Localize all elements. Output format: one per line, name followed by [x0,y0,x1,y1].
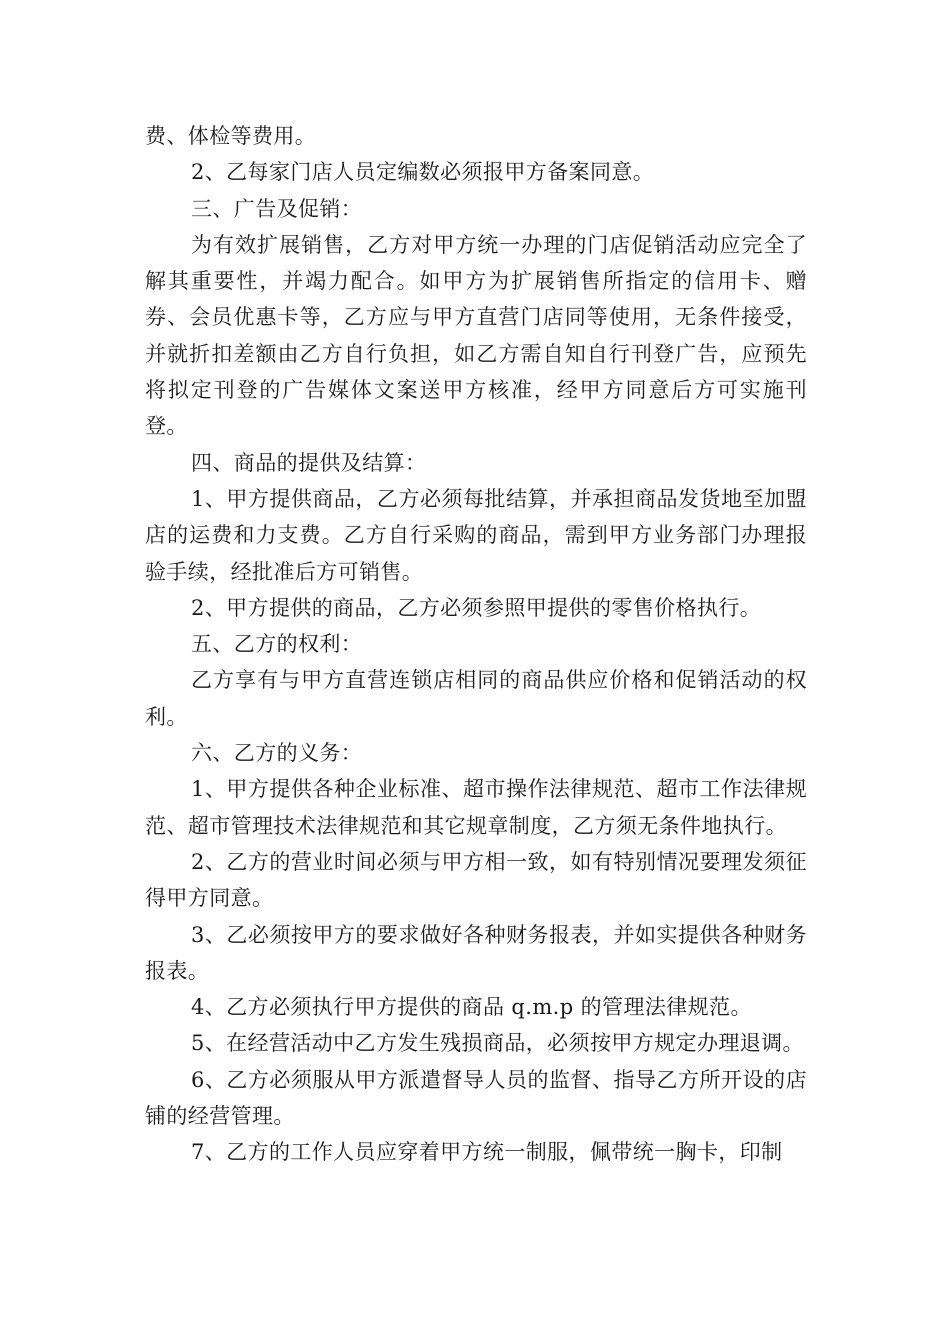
paragraph-rights-clause: 乙方享有与甲方直营连锁店相同的商品供应价格和促销活动的权利。 [145,668,807,729]
section-heading-advertising: 三、广告及促销： [191,196,363,221]
section-heading-goods-settlement: 四、商品的提供及结算： [191,450,427,475]
paragraph-obligation-6: 6、乙方必须服从甲方派遣督导人员的监督、指导乙方所开设的店铺的经营管理。 [145,1067,807,1129]
paragraph-staffing-clause: 2、乙每家门店人员定编数必须报甲方备案同意。 [191,160,655,185]
paragraph-obligation-7: 7、乙方的工作人员应穿着甲方统一制服，佩带统一胸卡，印制 [191,1140,783,1165]
section-heading-obligations: 六、乙方的义务： [191,741,363,766]
paragraph-advertising-clause: 为有效扩展销售，乙方对甲方统一办理的门店促销活动应完全了解其重要性，并竭力配合。如甲方为扩展销售所指定的信用卡、赠券、会员优惠卡等，乙方应与甲方直营门店同等使用，无条件接受，并就折扣差额由乙方自行负担，如乙方需自知自行刊登广告，应预先将拟定刊登的广告媒体文案送甲方核准，经甲方同意后方可实施刊登。 [145,232,807,439]
paragraph-obligation-4: 4、乙方必须执行甲方提供的商品 q.m.p 的管理法律规范。 [191,995,752,1020]
paragraph-obligation-2: 2、乙方的营业时间必须与甲方相一致，如有特别情况要理发须征得甲方同意。 [145,849,807,911]
paragraph-goods-clause-1: 1、甲方提供商品，乙方必须每批结算，并承担商品发货地至加盟店的运费和力支费。乙方自行采购的商品，需到甲方业务部门办理报验手续，经批准后方可销售。 [145,486,807,584]
section-heading-rights: 五、乙方的权利： [191,632,363,657]
document-body [145,118,807,1171]
paragraph-goods-clause-2: 2、甲方提供的商品，乙方必须参照甲提供的零售价格执行。 [191,595,762,620]
paragraph-obligation-3: 3、乙必须按甲方的要求做好各种财务报表，并如实提供各种财务报表。 [145,922,807,983]
paragraph-obligation-1: 1、甲方提供各种企业标准、超市操作法律规范、超市工作法律规范、超市管理技术法律规范和其它规章制度，乙方须无条件地执行。 [145,777,807,838]
paragraph-obligation-5: 5、在经营活动中乙方发生残损商品，必须按甲方规定办理退调。 [191,1031,804,1056]
paragraph-fee-continuation: 费、体检等费用。 [145,124,317,148]
